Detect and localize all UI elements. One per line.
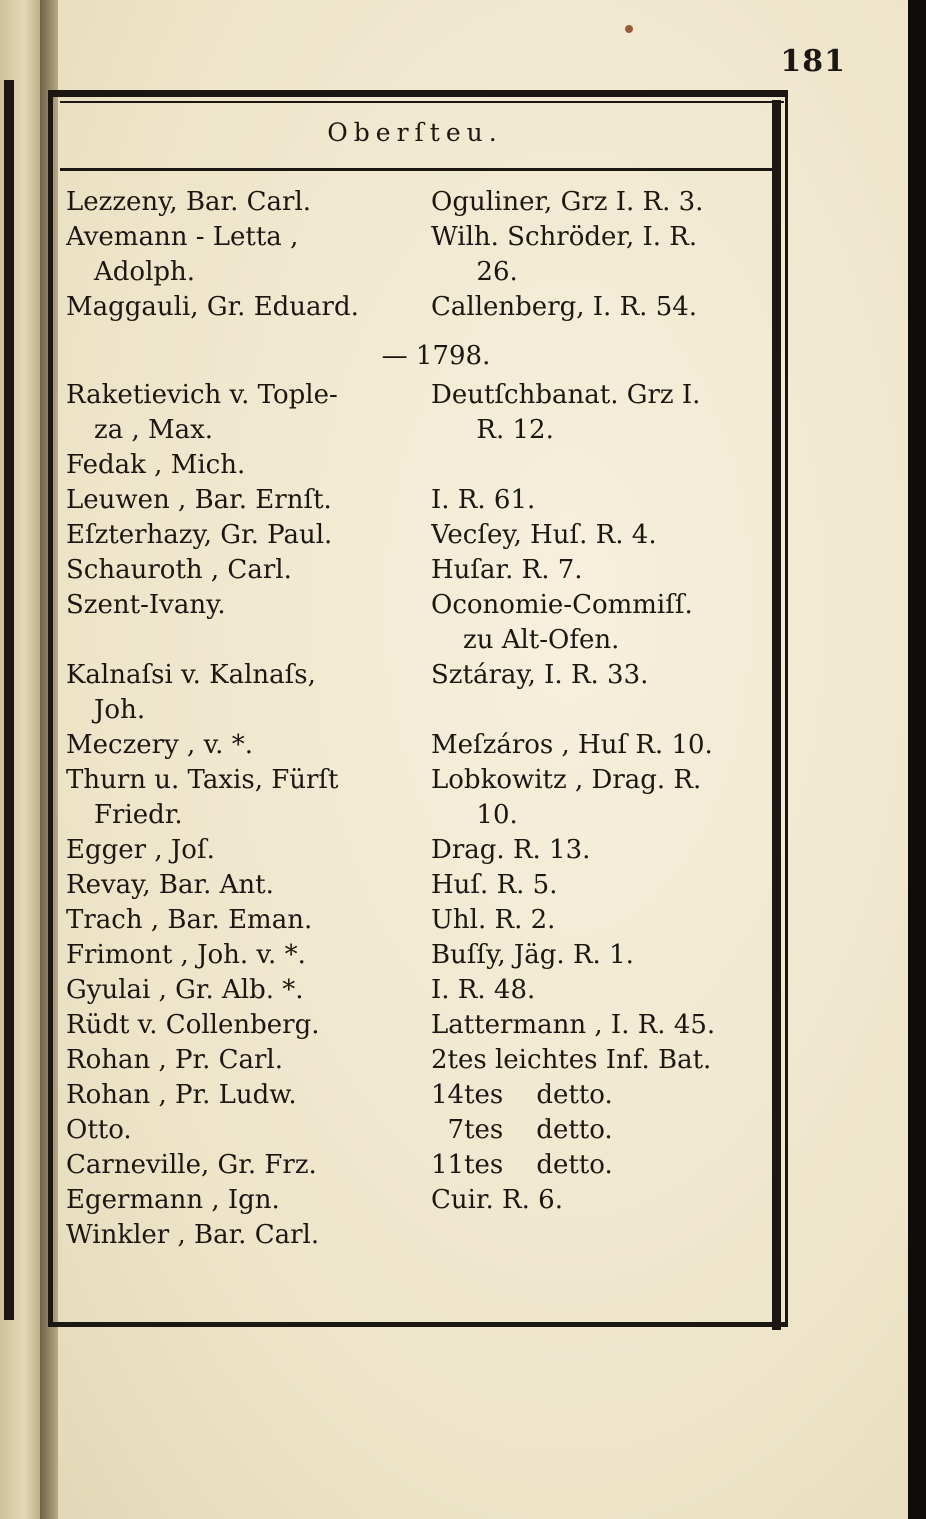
page-number: 181 xyxy=(780,44,846,79)
officer-name: Carneville, Gr. Frz. xyxy=(66,1150,317,1180)
page-heading: Oberſteu. xyxy=(327,118,503,147)
regiment: Wilh. Schröder, I. R. xyxy=(431,222,698,252)
regiment xyxy=(431,1218,766,1253)
list-item xyxy=(66,1043,766,1078)
previous-page-frame-rule xyxy=(4,80,14,1320)
year-heading: — 1798. xyxy=(381,341,491,371)
regiment: 14tes detto. xyxy=(431,1080,613,1110)
officer-name: Kalnaſsi v. Kalnaſs, xyxy=(66,660,316,690)
officer-name: Maggauli, Gr. Eduard. xyxy=(66,292,359,322)
regiment xyxy=(431,448,766,483)
regiment: Drag. R. 13. xyxy=(431,835,591,865)
regiment-continued: R. 12. xyxy=(476,415,554,445)
list-item xyxy=(66,1218,766,1253)
officer-name: Otto. xyxy=(66,1115,132,1145)
officer-name: Thurn u. Taxis, Fürſt xyxy=(66,765,339,795)
paper-speck xyxy=(625,25,633,33)
officer-name: Raketievich v. Tople- xyxy=(66,380,338,410)
list-item xyxy=(66,623,766,658)
list-item xyxy=(66,185,766,220)
right-edge xyxy=(908,0,926,1519)
list-item xyxy=(66,220,766,255)
regiment: Deutſchbanat. Grz I. xyxy=(431,380,701,410)
officer-name: Meczery , v. *. xyxy=(66,730,253,760)
regiment: Lattermann , I. R. 45. xyxy=(431,1010,716,1040)
list-item xyxy=(66,448,766,483)
regiment: Callenberg, I. R. 54. xyxy=(431,292,698,322)
list-item xyxy=(66,483,766,518)
list-item xyxy=(66,588,766,623)
list-item xyxy=(66,255,766,290)
officer-name-continued: Adolph. xyxy=(94,257,196,287)
regiment: 2tes leichtes Inf. Bat. xyxy=(431,1045,712,1075)
officer-name: Revay, Bar. Ant. xyxy=(66,870,274,900)
regiment: I. R. 48. xyxy=(431,975,536,1005)
list-item xyxy=(66,518,766,553)
officer-name: Egermann , Ign. xyxy=(66,1185,280,1215)
heading-rule xyxy=(60,168,772,171)
regiment: I. R. 61. xyxy=(431,485,536,515)
officer-name-continued: za , Max. xyxy=(94,415,214,445)
frame-right-rule xyxy=(772,100,781,1330)
regiment: Oguliner, Grz I. R. 3. xyxy=(431,187,704,217)
regiment: Huſ. R. 5. xyxy=(431,870,558,900)
officer-name: Lezzeny, Bar. Carl. xyxy=(66,187,312,217)
officer-name: Eſzterhazy, Gr. Paul. xyxy=(66,520,333,550)
regiment: Cuir. R. 6. xyxy=(431,1185,563,1215)
list-item xyxy=(66,763,766,798)
list-item xyxy=(66,658,766,693)
officer-name: Rohan , Pr. Ludw. xyxy=(66,1080,297,1110)
officer-name: Leuwen , Bar. Ernſt. xyxy=(66,485,332,515)
officer-name-continued: Joh. xyxy=(94,695,146,725)
list-item xyxy=(66,413,766,448)
officer-name: Rohan , Pr. Carl. xyxy=(66,1045,284,1075)
regiment-continued: 26. xyxy=(476,257,518,287)
list-item xyxy=(66,553,766,588)
regiment-continued: 10. xyxy=(476,800,518,830)
regiment: Buſſy, Jäg. R. 1. xyxy=(431,940,634,970)
officer-name-continued: Friedr. xyxy=(94,800,183,830)
list-item xyxy=(66,1148,766,1183)
list-item xyxy=(66,1113,766,1148)
regiment-continued: zu Alt-Ofen. xyxy=(463,625,620,655)
officer-name: Frimont , Joh. v. *. xyxy=(66,940,306,970)
list-item xyxy=(66,1008,766,1043)
list-item xyxy=(66,290,766,325)
list-item xyxy=(66,868,766,903)
officer-name: Winkler , Bar. Carl. xyxy=(66,1220,320,1250)
regiment: 11tes detto. xyxy=(431,1150,613,1180)
regiment: Oconomie-Commiſſ. xyxy=(431,590,693,620)
officer-list xyxy=(66,185,766,1253)
list-item xyxy=(66,798,766,833)
officer-name: Avemann - Letta , xyxy=(66,222,299,252)
list-item xyxy=(66,693,766,728)
regiment: Vecſey, Huſ. R. 4. xyxy=(431,520,657,550)
officer-name: Rüdt v. Collenberg. xyxy=(66,1010,320,1040)
regiment: Uhl. R. 2. xyxy=(431,905,556,935)
list-item xyxy=(66,1078,766,1113)
list-item xyxy=(66,833,766,868)
officer-name: Schauroth , Carl. xyxy=(66,555,292,585)
list-item xyxy=(66,728,766,763)
officer-name: Gyulai , Gr. Alb. *. xyxy=(66,975,304,1005)
regiment: Meſzáros , Huſ R. 10. xyxy=(431,730,713,760)
officer-name: Fedak , Mich. xyxy=(66,450,246,480)
regiment: 7tes detto. xyxy=(431,1115,613,1145)
list-item xyxy=(66,903,766,938)
regiment: Huſar. R. 7. xyxy=(431,555,583,585)
officer-name: Szent-Ivany. xyxy=(66,590,226,620)
officer-name: Trach , Bar. Eman. xyxy=(66,905,313,935)
list-item xyxy=(66,938,766,973)
regiment: Lobkowitz , Drag. R. xyxy=(431,765,702,795)
list-item xyxy=(66,973,766,1008)
previous-page-edge xyxy=(0,0,40,1519)
list-item xyxy=(66,1183,766,1218)
list-item xyxy=(66,378,766,413)
regiment: Sztáray, I. R. 33. xyxy=(431,660,649,690)
officer-name: Egger , Joſ. xyxy=(66,835,215,865)
